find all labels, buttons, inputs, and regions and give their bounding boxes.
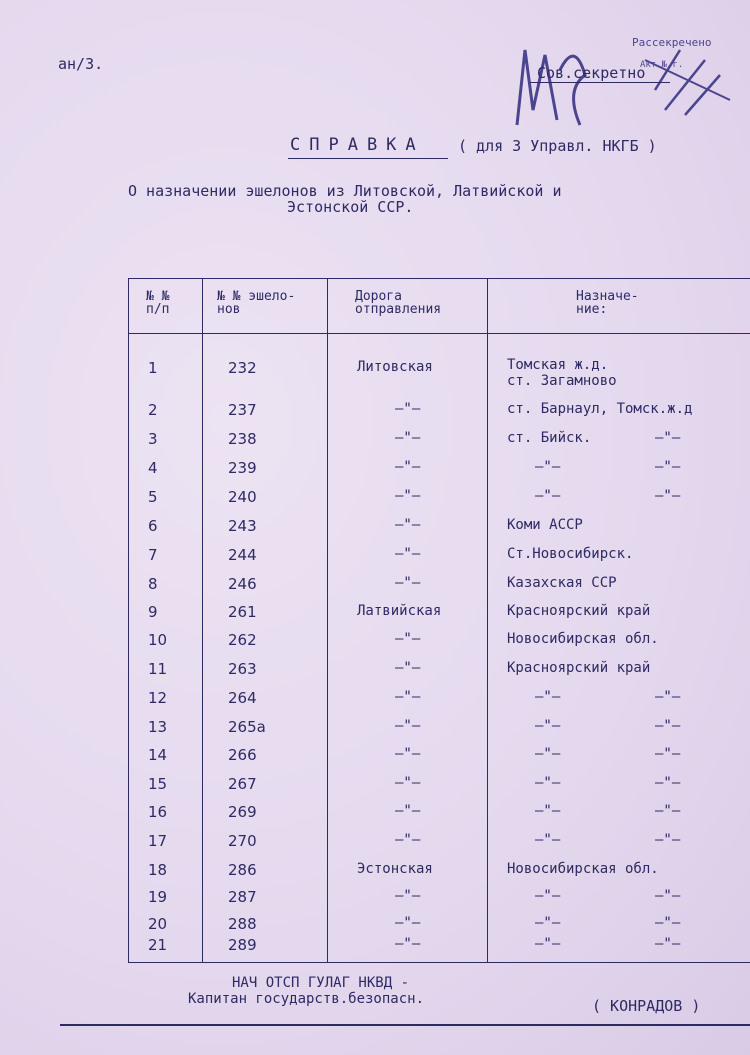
table-top-rule [128, 278, 750, 279]
destination-ditto: –"– [655, 775, 681, 791]
table-col-rule [128, 278, 129, 962]
destination-line-2: ст. Загамново [507, 373, 617, 389]
destination: –"– [535, 803, 561, 819]
departure-road: –"– [395, 488, 421, 504]
destination: Ст.Новосибирск. [507, 546, 634, 562]
destination: Новосибирская обл. [507, 631, 659, 647]
table-header-rule [128, 333, 750, 334]
destination-ditto: –"– [655, 746, 681, 762]
signatory-title: НАЧ ОТСП ГУЛАГ НКВД - [232, 975, 410, 991]
title-underline [288, 158, 448, 159]
destination-ditto: –"– [655, 718, 681, 734]
destination: –"– [535, 775, 561, 791]
subject-line-1: О назначении эшелонов из Литовской, Латвийской и [128, 182, 562, 200]
destination-ditto: –"– [655, 936, 681, 952]
train-number: 262 [228, 631, 257, 649]
train-number: 238 [228, 430, 257, 448]
header-dest: Назначе- ние: [576, 289, 639, 317]
row-number: 12 [148, 689, 168, 707]
title-note: ( для 3 Управл. НКГБ ) [458, 137, 657, 155]
train-number: 286 [228, 861, 257, 879]
row-number: 15 [148, 775, 168, 793]
row-number: 10 [148, 631, 168, 649]
departure-road: –"– [395, 888, 421, 904]
train-number: 289 [228, 936, 257, 954]
table-col-rule [202, 278, 203, 962]
destination: –"– [535, 718, 561, 734]
departure-road: Эстонская [357, 861, 433, 877]
destination-ditto: –"– [655, 689, 681, 705]
row-number: 21 [148, 936, 168, 954]
departure-road: –"– [395, 718, 421, 734]
row-number: 3 [148, 430, 158, 448]
row-number: 9 [148, 603, 158, 621]
departure-road: –"– [395, 936, 421, 952]
document-title: СПРАВКА [290, 135, 425, 155]
train-number: 263 [228, 660, 257, 678]
destination: Новосибирская обл. [507, 861, 659, 877]
row-number: 16 [148, 803, 168, 821]
departure-road: Литовская [357, 359, 433, 375]
table-col-rule [327, 278, 328, 962]
train-number: 232 [228, 359, 257, 377]
departure-road: –"– [395, 775, 421, 791]
departure-road: –"– [395, 546, 421, 562]
signatory-rank: Капитан государств.безопасн. [188, 991, 425, 1007]
row-number: 18 [148, 861, 168, 879]
train-number: 243 [228, 517, 257, 535]
row-number: 11 [148, 660, 168, 678]
train-number: 266 [228, 746, 257, 764]
train-number: 264 [228, 689, 257, 707]
header-train: № № эшело- нов [217, 289, 296, 317]
destination: –"– [535, 488, 561, 504]
table-bottom-rule [128, 962, 750, 963]
train-number: 240 [228, 488, 257, 506]
destination: –"– [535, 915, 561, 931]
row-number: 2 [148, 401, 158, 419]
destination: Красноярский край [507, 660, 651, 676]
secrecy-underline [530, 82, 670, 83]
destination: –"– [535, 832, 561, 848]
destination: ст. Барнаул, Томск.ж.д [507, 401, 693, 417]
destination: –"– [535, 746, 561, 762]
row-number: 13 [148, 718, 168, 736]
row-number: 14 [148, 746, 168, 764]
destination: ст. Бийск. [507, 430, 592, 446]
train-number: 267 [228, 775, 257, 793]
train-number: 265а [228, 718, 266, 736]
train-number: 269 [228, 803, 257, 821]
destination-ditto: –"– [655, 459, 681, 475]
reference-code: ан/3. [58, 55, 104, 73]
destination: Казахская ССР [507, 575, 617, 591]
departure-road: –"– [395, 660, 421, 676]
destination: Красноярский край [507, 603, 651, 619]
departure-road: –"– [395, 746, 421, 762]
table-col-rule [487, 278, 488, 962]
destination-ditto: –"– [655, 832, 681, 848]
row-number: 17 [148, 832, 168, 850]
departure-road: –"– [395, 915, 421, 931]
row-number: 5 [148, 488, 158, 506]
train-number: 270 [228, 832, 257, 850]
departure-road: –"– [395, 689, 421, 705]
departure-road: –"– [395, 832, 421, 848]
header-num: № № п/п [146, 289, 170, 317]
declassified-stamp: Рассекречено [632, 36, 712, 49]
departure-road: –"– [395, 575, 421, 591]
row-number: 4 [148, 459, 158, 477]
departure-road: Латвийская [357, 603, 442, 619]
train-number: 239 [228, 459, 257, 477]
departure-road: –"– [395, 430, 421, 446]
destination-ditto: –"– [655, 888, 681, 904]
subject-line-2: Эстонской ССР. [287, 198, 414, 216]
declassified-stamp-act: Акт № г. [640, 60, 684, 70]
signatory-name: ( КОНРАДОВ ) [592, 997, 701, 1015]
destination: –"– [535, 459, 561, 475]
row-number: 20 [148, 915, 168, 933]
train-number: 244 [228, 546, 257, 564]
train-number: 261 [228, 603, 257, 621]
departure-road: –"– [395, 631, 421, 647]
header-road: Дорога отправления [355, 289, 442, 317]
bottom-rule [60, 1024, 750, 1026]
destination: –"– [535, 888, 561, 904]
departure-road: –"– [395, 459, 421, 475]
row-number: 6 [148, 517, 158, 535]
destination: –"– [535, 936, 561, 952]
train-number: 287 [228, 888, 257, 906]
row-number: 19 [148, 888, 168, 906]
destination: Томская ж.д. [507, 357, 609, 373]
train-number: 246 [228, 575, 257, 593]
destination: Коми АССР [507, 517, 583, 533]
destination: –"– [535, 689, 561, 705]
destination-ditto: –"– [655, 430, 681, 446]
row-number: 7 [148, 546, 158, 564]
row-number: 1 [148, 359, 158, 377]
destination-ditto: –"– [655, 803, 681, 819]
departure-road: –"– [395, 803, 421, 819]
train-number: 288 [228, 915, 257, 933]
train-number: 237 [228, 401, 257, 419]
destination-ditto: –"– [655, 915, 681, 931]
departure-road: –"– [395, 517, 421, 533]
row-number: 8 [148, 575, 158, 593]
destination-ditto: –"– [655, 488, 681, 504]
departure-road: –"– [395, 401, 421, 417]
secrecy-label: Сов.секретно [537, 64, 646, 82]
